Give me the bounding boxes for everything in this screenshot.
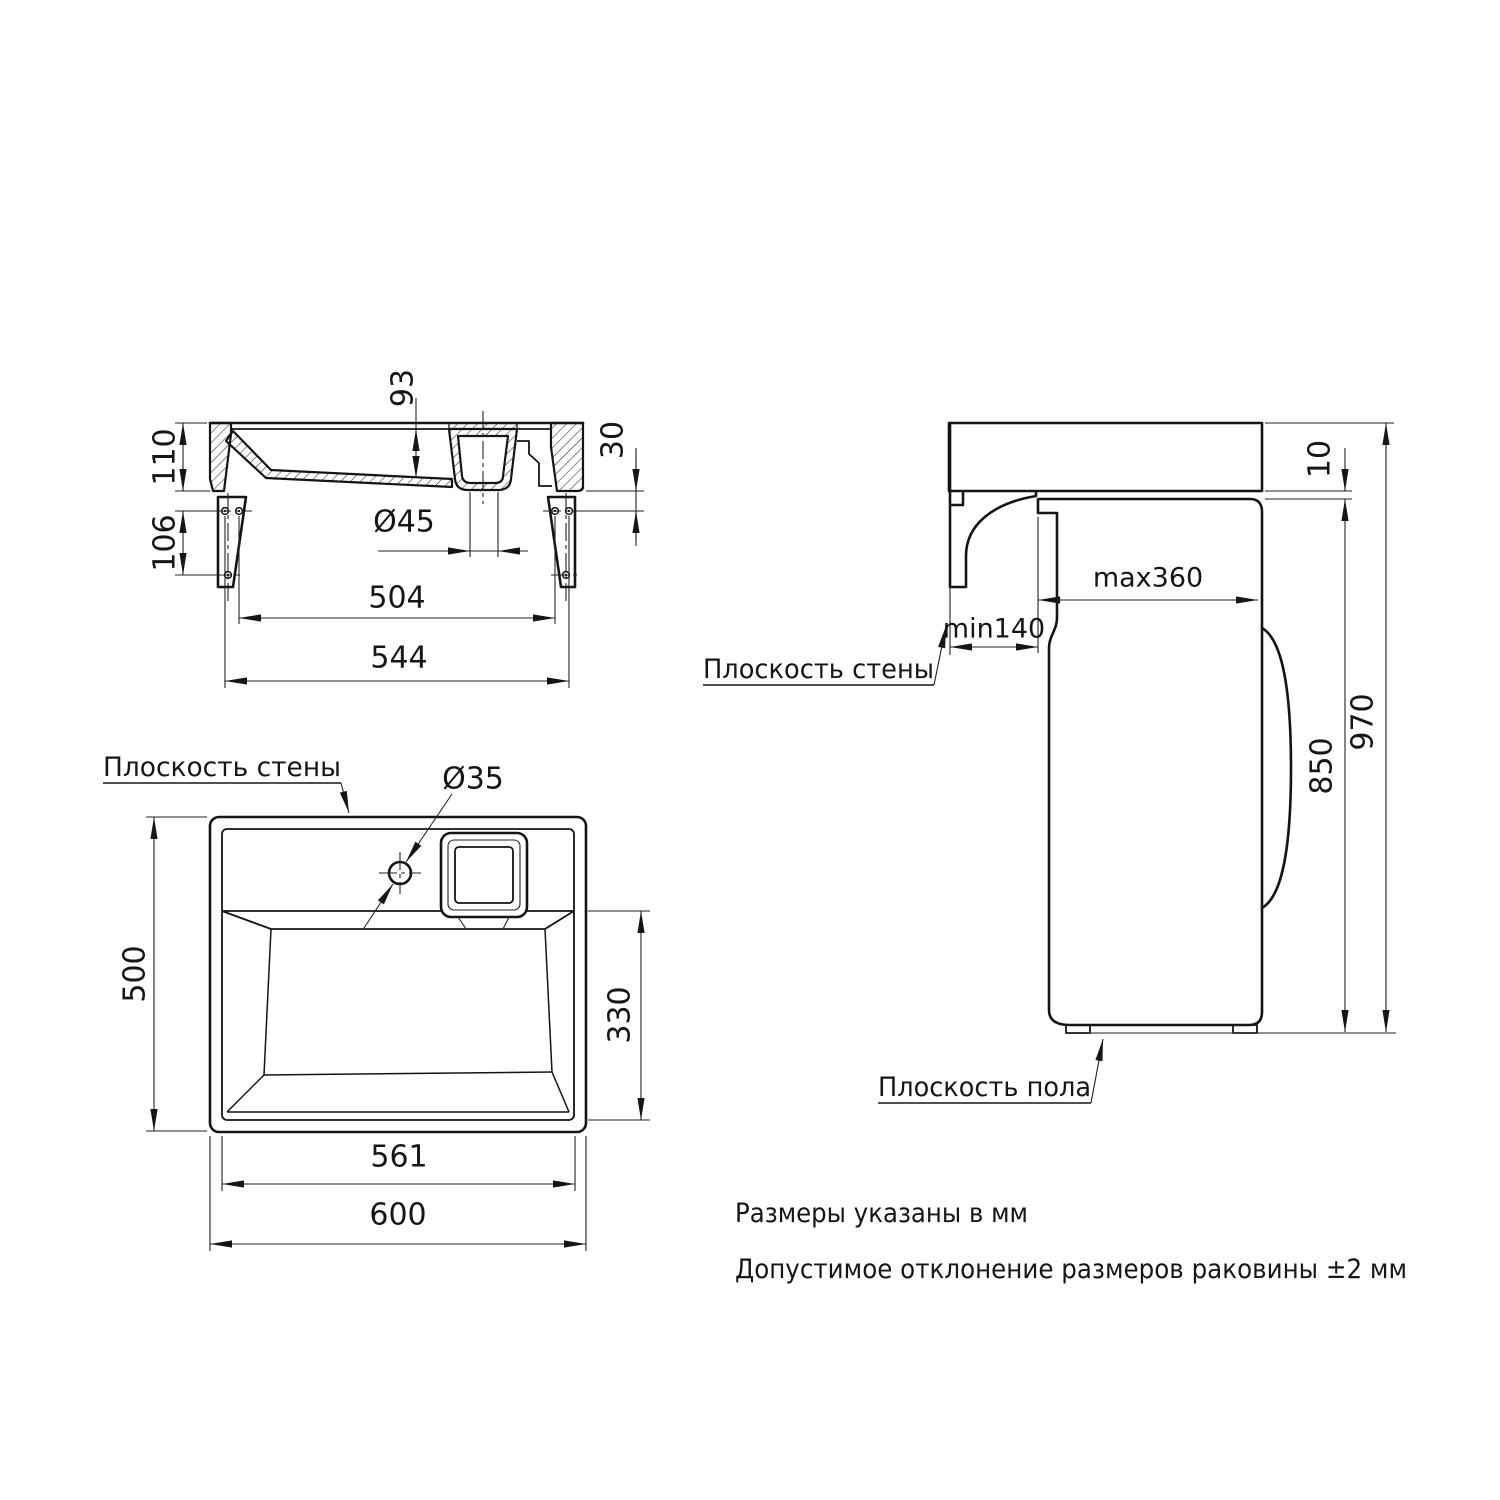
left-wall-section xyxy=(210,423,231,491)
dim-45-label: Ø45 xyxy=(373,504,435,540)
top-view xyxy=(103,752,650,1251)
sink-outer-rim xyxy=(210,817,586,1132)
dim-110-label: 110 xyxy=(147,428,183,486)
wall-plane-label: Плоскость стены xyxy=(703,654,934,685)
overflow-ledge-profile xyxy=(517,441,552,486)
notes xyxy=(735,1198,1407,1285)
dim-600-label: 600 xyxy=(369,1197,427,1233)
dim-504-label: 504 xyxy=(368,580,426,616)
dim-500-label: 500 xyxy=(117,945,153,1003)
side-view xyxy=(703,423,1396,1103)
leader-line xyxy=(1091,1039,1103,1103)
note-tolerance: Допустимое отклонение размеров раковины ±2 мм xyxy=(735,1254,1407,1285)
leader-line xyxy=(934,626,946,685)
dim-330-label: 330 xyxy=(602,986,638,1044)
dim-850-label: 850 xyxy=(1304,737,1340,795)
dim-93-label: 93 xyxy=(385,368,421,408)
dim-970-label: 970 xyxy=(1345,693,1381,751)
dim-max360-label: max360 xyxy=(1092,562,1204,594)
leader-line xyxy=(341,783,349,813)
right-wall-section xyxy=(551,423,583,491)
machine-door-bulge xyxy=(1262,628,1291,908)
dim-10-label: 10 xyxy=(1302,439,1338,479)
note-units: Размеры указаны в мм xyxy=(735,1198,1028,1229)
dim-106-label: 106 xyxy=(147,514,183,572)
dim-min140-label: min140 xyxy=(942,613,1046,645)
bowl-floor-section xyxy=(226,431,452,487)
wall-plane-label: Плоскость стены xyxy=(103,752,341,783)
dim-35-label: Ø35 xyxy=(442,761,504,797)
dim-561-label: 561 xyxy=(370,1139,428,1175)
section-view xyxy=(148,369,645,688)
dim-30-label: 30 xyxy=(595,420,631,460)
wall-bracket-profile xyxy=(951,492,1036,587)
floor-plane-label: Плоскость пола xyxy=(878,1072,1091,1103)
sink-side-section xyxy=(949,423,1262,491)
dim-544-label: 544 xyxy=(370,640,428,676)
